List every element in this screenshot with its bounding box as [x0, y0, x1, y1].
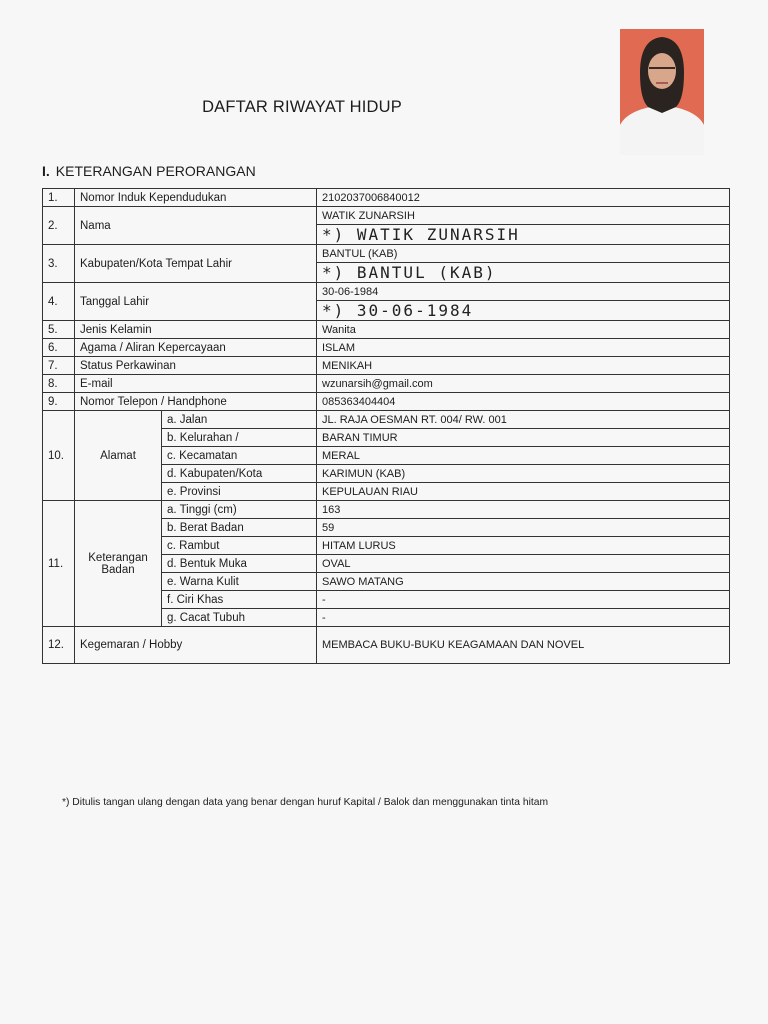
sub-field-value: HITAM LURUS: [317, 537, 730, 555]
field-value-nik: 2102037006840012: [317, 189, 730, 207]
row-number: 5.: [43, 321, 75, 339]
section-title: KETERANGAN PERORANGAN: [55, 163, 256, 179]
table-row: [43, 375, 730, 393]
field-value-status: MENIKAH: [317, 357, 730, 375]
sub-field-label: d. Kabupaten/Kota: [162, 465, 317, 483]
sub-field-value: -: [317, 609, 730, 627]
field-label: Kabupaten/Kota Tempat Lahir: [75, 245, 317, 283]
sub-field-value: KEPULAUAN RIAU: [317, 483, 730, 501]
field-value-telepon: 085363404404: [317, 393, 730, 411]
handwritten-tanggal-lahir: *) 30-06-1984: [317, 301, 730, 321]
row-number: 9.: [43, 393, 75, 411]
personal-data-table: [42, 188, 730, 664]
sub-field-value: -: [317, 591, 730, 609]
group-label-line: Keterangan: [88, 551, 148, 564]
sub-field-label: b. Kelurahan /: [162, 429, 317, 447]
table-row: [43, 411, 730, 429]
sub-field-label: f. Ciri Khas: [162, 591, 317, 609]
field-value-tanggal-lahir: 30-06-1984: [317, 283, 730, 301]
section-number: I.: [42, 163, 50, 179]
table-row: [43, 283, 730, 301]
field-value-hobby: MEMBACA BUKU-BUKU KEAGAMAAN DAN NOVEL: [317, 627, 730, 664]
table-row: [43, 245, 730, 263]
sub-field-value: SAWO MATANG: [317, 573, 730, 591]
field-value-email: wzunarsih@gmail.com: [317, 375, 730, 393]
table-row: [43, 627, 730, 664]
sub-field-label: a. Jalan: [162, 411, 317, 429]
sub-field-value: OVAL: [317, 555, 730, 573]
sub-field-label: c. Rambut: [162, 537, 317, 555]
sub-field-value: 163: [317, 501, 730, 519]
footnote: *) Ditulis tangan ulang dengan data yang benar dengan huruf Kapital / Balok dan menggunakan tinta hitam: [62, 797, 549, 808]
field-label: Kegemaran / Hobby: [75, 627, 317, 664]
row-number: 11.: [43, 501, 75, 627]
field-value-tempat-lahir: BANTUL (KAB): [317, 245, 730, 263]
sub-field-value: JL. RAJA OESMAN RT. 004/ RW. 001: [317, 411, 730, 429]
field-label: Nama: [75, 207, 317, 245]
sub-field-value: MERAL: [317, 447, 730, 465]
row-number: 2.: [43, 207, 75, 245]
row-number: 1.: [43, 189, 75, 207]
field-value-agama: ISLAM: [317, 339, 730, 357]
field-label: Nomor Telepon / Handphone: [75, 393, 317, 411]
row-number: 7.: [43, 357, 75, 375]
sub-field-label: e. Provinsi: [162, 483, 317, 501]
sub-field-label: g. Cacat Tubuh: [162, 609, 317, 627]
table-row: [43, 207, 730, 225]
sub-field-label: e. Warna Kulit: [162, 573, 317, 591]
handwritten-nama: *) WATIK ZUNARSIH: [317, 225, 730, 245]
field-value-jenis-kelamin: Wanita: [317, 321, 730, 339]
sub-field-label: a. Tinggi (cm): [162, 501, 317, 519]
sub-field-label: b. Berat Badan: [162, 519, 317, 537]
field-label: Nomor Induk Kependudukan: [75, 189, 317, 207]
field-label: Jenis Kelamin: [75, 321, 317, 339]
applicant-photo: [620, 29, 704, 155]
row-number: 6.: [43, 339, 75, 357]
table-row: [43, 321, 730, 339]
handwritten-tempat-lahir: *) BANTUL (KAB): [317, 263, 730, 283]
table-row: [43, 393, 730, 411]
sub-field-label: c. Kecamatan: [162, 447, 317, 465]
field-value-nama: WATIK ZUNARSIH: [317, 207, 730, 225]
group-label-line: Badan: [101, 563, 135, 576]
table-row: [43, 339, 730, 357]
row-number: 4.: [43, 283, 75, 321]
table-row: [43, 189, 730, 207]
sub-field-label: d. Bentuk Muka: [162, 555, 317, 573]
table-row: [43, 357, 730, 375]
sub-field-value: KARIMUN (KAB): [317, 465, 730, 483]
row-number: 10.: [43, 411, 75, 501]
table-row: [43, 501, 730, 519]
field-label: E-mail: [75, 375, 317, 393]
row-number: 3.: [43, 245, 75, 283]
document-title: DAFTAR RIWAYAT HIDUP: [202, 98, 402, 116]
group-label-alamat: Alamat: [75, 411, 162, 501]
field-label: Tanggal Lahir: [75, 283, 317, 321]
row-number: 8.: [43, 375, 75, 393]
group-label-badan: [75, 501, 162, 627]
sub-field-value: 59: [317, 519, 730, 537]
field-label: Agama / Aliran Kepercayaan: [75, 339, 317, 357]
field-label: Status Perkawinan: [75, 357, 317, 375]
sub-field-value: BARAN TIMUR: [317, 429, 730, 447]
section-heading: [42, 163, 256, 179]
applicant-photo-image: [620, 29, 704, 155]
row-number: 12.: [43, 627, 75, 664]
